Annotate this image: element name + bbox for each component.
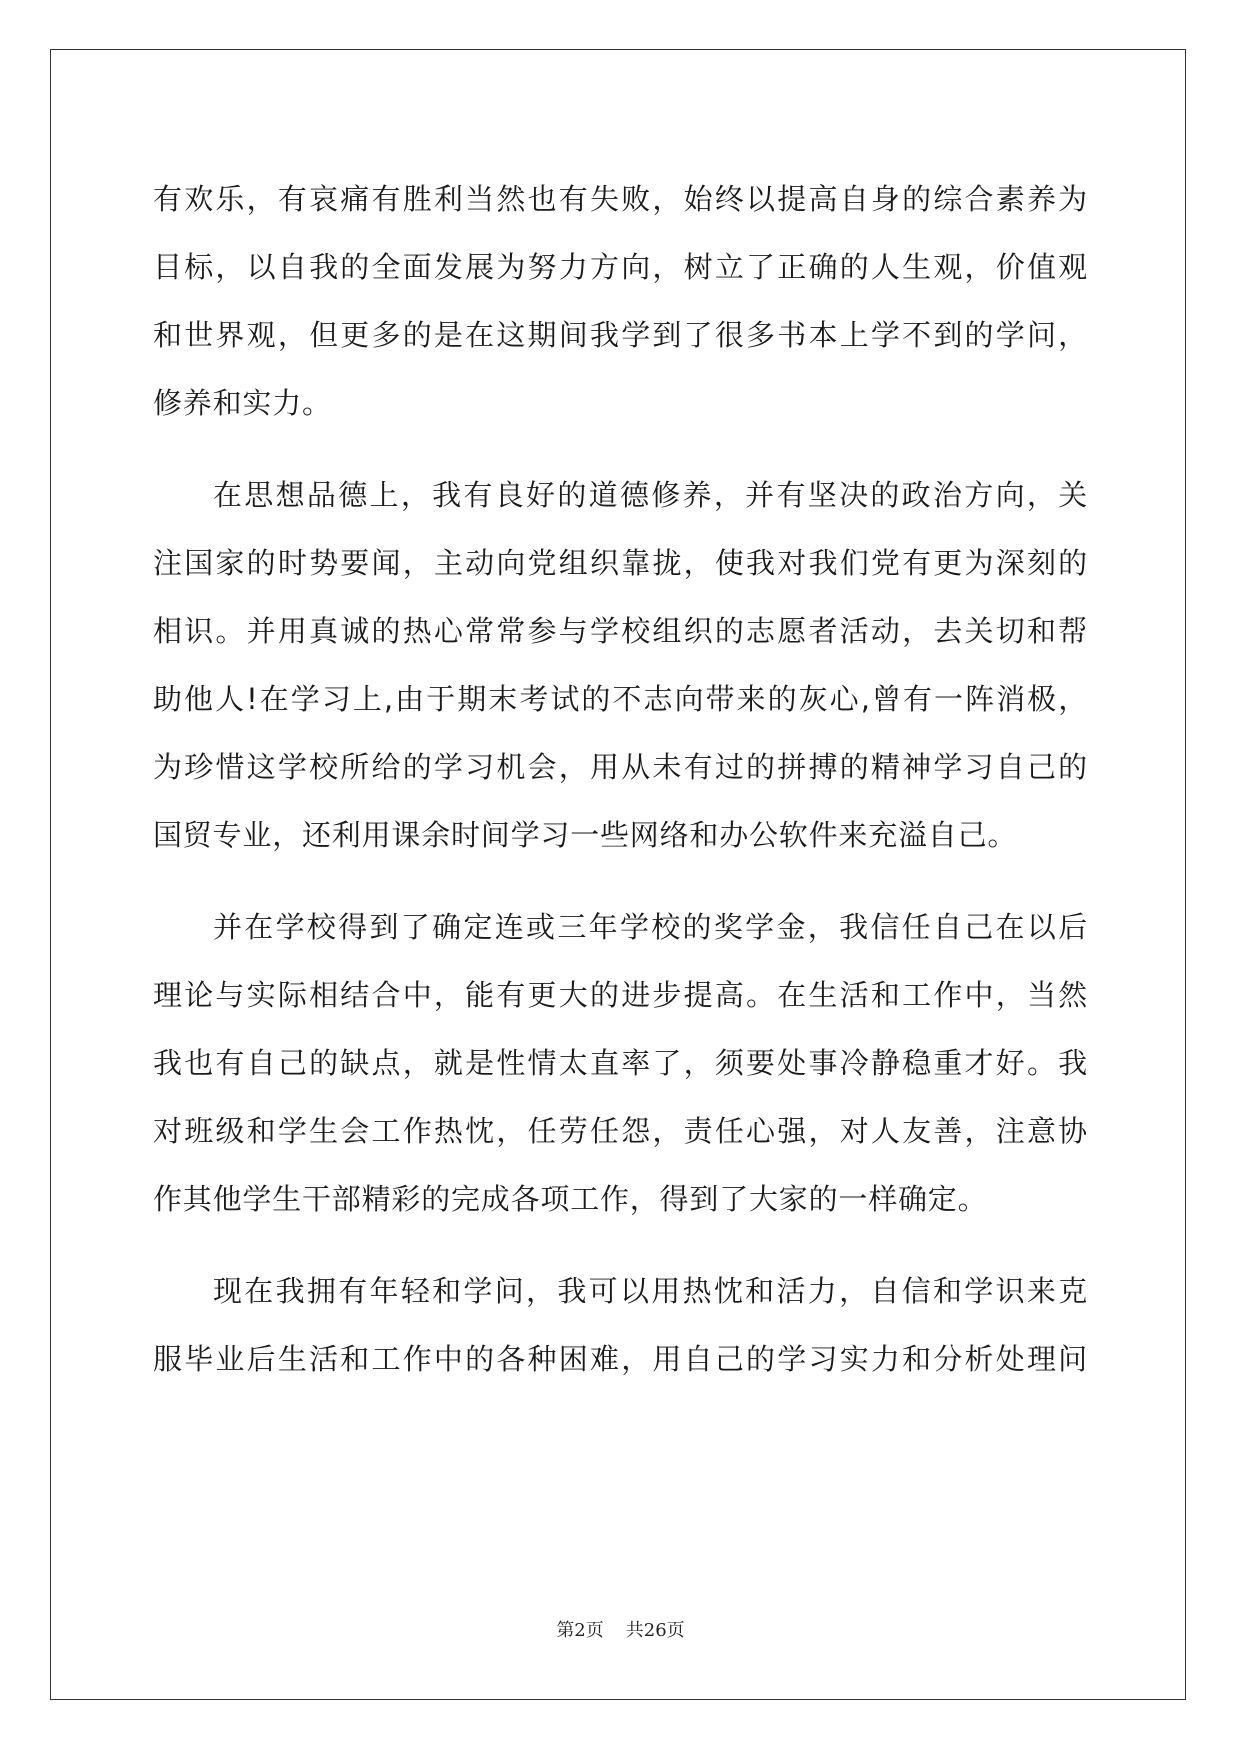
text-line: 作其他学生干部精彩的完成各项工作，得到了大家的一样确定。 bbox=[153, 1182, 988, 1216]
text-line: 在思想品德上，我有良好的道德修养，并有坚决的政治方向，关 bbox=[213, 478, 1088, 512]
text-line: 修养和实力。 bbox=[153, 386, 332, 420]
text-line: 和世界观，但更多的是在这期间我学到了很多书本上学不到的学问， bbox=[153, 318, 1088, 352]
text-line: 国贸专业，还利用课余时间学习一些网络和办公软件来充溢自己。 bbox=[153, 818, 1018, 852]
text-line: 目标，以自我的全面发展为努力方向，树立了正确的人生观，价值观 bbox=[153, 250, 1088, 284]
text-line: 对班级和学生会工作热忱，任劳任怨，责任心强，对人友善，注意协 bbox=[153, 1114, 1088, 1148]
page-number: 第2页 bbox=[556, 1620, 604, 1641]
text-line: 并在学校得到了确定连或三年学校的奖学金，我信任自己在以后 bbox=[213, 910, 1088, 944]
text-line: 为珍惜这学校所给的学习机会，用从未有过的拼搏的精神学习自己的 bbox=[153, 750, 1088, 784]
paragraph bbox=[153, 165, 1088, 437]
page-total: 共26页 bbox=[625, 1620, 685, 1641]
paragraph bbox=[153, 1257, 1088, 1393]
text-line: 我也有自己的缺点，就是性情太直率了，须要处事冷静稳重才好。我 bbox=[153, 1046, 1088, 1080]
paragraph bbox=[153, 893, 1088, 1233]
text-line: 服毕业后生活和工作中的各种困难，用自己的学习实力和分析处理问 bbox=[153, 1342, 1088, 1376]
page-footer bbox=[0, 1616, 1241, 1642]
text-line: 助他人!在学习上,由于期末考试的不志向带来的灰心,曾有一阵消极， bbox=[153, 682, 1088, 716]
text-line: 有欢乐，有哀痛有胜利当然也有失败，始终以提高自身的综合素养为 bbox=[153, 182, 1088, 216]
text-line: 注国家的时势要闻，主动向党组织靠拢，使我对我们党有更为深刻的 bbox=[153, 546, 1088, 580]
text-line: 理论与实际相结合中，能有更大的进步提高。在生活和工作中，当然 bbox=[153, 978, 1088, 1012]
text-line: 现在我拥有年轻和学问，我可以用热忱和活力，自信和学识来克 bbox=[213, 1274, 1088, 1308]
paragraph bbox=[153, 461, 1088, 869]
document-body bbox=[153, 165, 1088, 1393]
text-line: 相识。并用真诚的热心常常参与学校组织的志愿者活动，去关切和帮 bbox=[153, 614, 1088, 648]
